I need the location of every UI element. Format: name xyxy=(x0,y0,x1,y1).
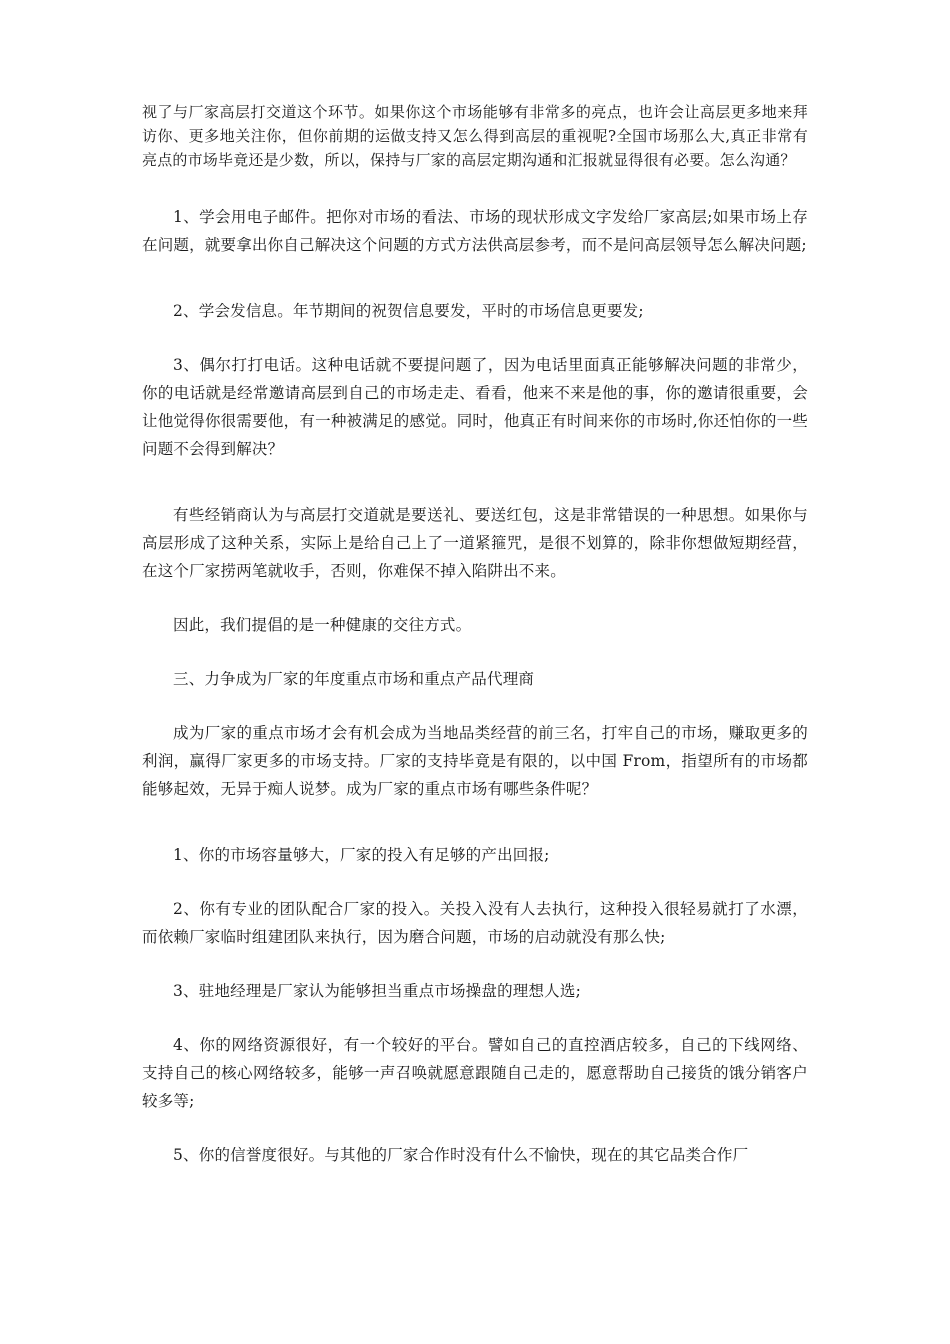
paragraph-key-market: 成为厂家的重点市场才会有机会成为当地品类经营的前三名，打牢自己的市场，赚取更多的利润，赢得厂家更多的市场支持。厂家的支持毕竟是有限的，以中国 From，指望所有的市场都能够起效，无异于痴人说梦。成为厂家的重点市场有哪些条件呢？ xyxy=(142,724,808,798)
section-heading-3: 三、力争成为厂家的年度重点市场和重点产品代理商 xyxy=(173,670,535,688)
paragraph-intro: 视了与厂家高层打交道这个环节。如果你这个市场能够有非常多的亮点，也许会让高层更多地来拜访你、更多地关注你，但你前期的运做支持又怎么得到高层的重视呢?全国市场那么大,真正非常有亮点的市场毕竟还是少数，所以，保持与厂家的高层定期沟通和汇报就显得很有必要。怎么沟通？ xyxy=(142,103,808,169)
list-item-5: 5、你的信誉度很好。与其他的厂家合作时没有什么不愉快，现在的其它品类合作厂 xyxy=(173,1146,749,1164)
paragraph-gifts: 有些经销商认为与高层打交道就是要送礼、要送红包，这是非常错误的一种思想。如果你与高层形成了这种关系，实际上是给自己上了一道紧箍咒，是很不划算的，除非你想做短期经营，在这个厂家捞两笔就收手，否则，你难保不掉入陷阱出不来。 xyxy=(142,506,808,580)
list-item-1: 1、你的市场容量够大，厂家的投入有足够的产出回报; xyxy=(173,846,550,864)
paragraph-phone: 3、偶尔打打电话。这种电话就不要提问题了，因为电话里面真正能够解决问题的非常少，你的电话就是经常邀请高层到自己的市场走走、看看，他来不来是他的事，你的邀请很重要，会让他觉得你很需要他，有一种被满足的感觉。同时，他真正有时间来你的市场时,你还怕你的一些问题不会得到解决？ xyxy=(142,356,808,458)
list-item-2: 2、你有专业的团队配合厂家的投入。关投入没有人去执行，这种投入很轻易就打了水漂，而依赖厂家临时组建团队来执行，因为磨合问题，市场的启动就没有那么快; xyxy=(142,900,808,946)
paragraph-email: 1、学会用电子邮件。把你对市场的看法、市场的现状形成文字发给厂家高层;如果市场上存在问题，就要拿出你自己解决这个问题的方式方法供高层参考，而不是问高层领导怎么解决问题; xyxy=(142,208,808,254)
list-item-3: 3、驻地经理是厂家认为能够担当重点市场操盘的理想人选; xyxy=(173,982,581,1000)
list-item-4: 4、你的网络资源很好，有一个较好的平台。譬如自己的直控酒店较多，自己的下线网络、支持自己的核心网络较多，能够一声召唤就愿意跟随自己走的，愿意帮助自己接货的饿分销客户较多等; xyxy=(142,1036,808,1110)
document-page xyxy=(142,100,808,1169)
paragraph-message: 2、学会发信息。年节期间的祝贺信息要发，平时的市场信息更要发; xyxy=(173,302,644,320)
paragraph-healthy: 因此，我们提倡的是一种健康的交往方式。 xyxy=(173,616,472,634)
